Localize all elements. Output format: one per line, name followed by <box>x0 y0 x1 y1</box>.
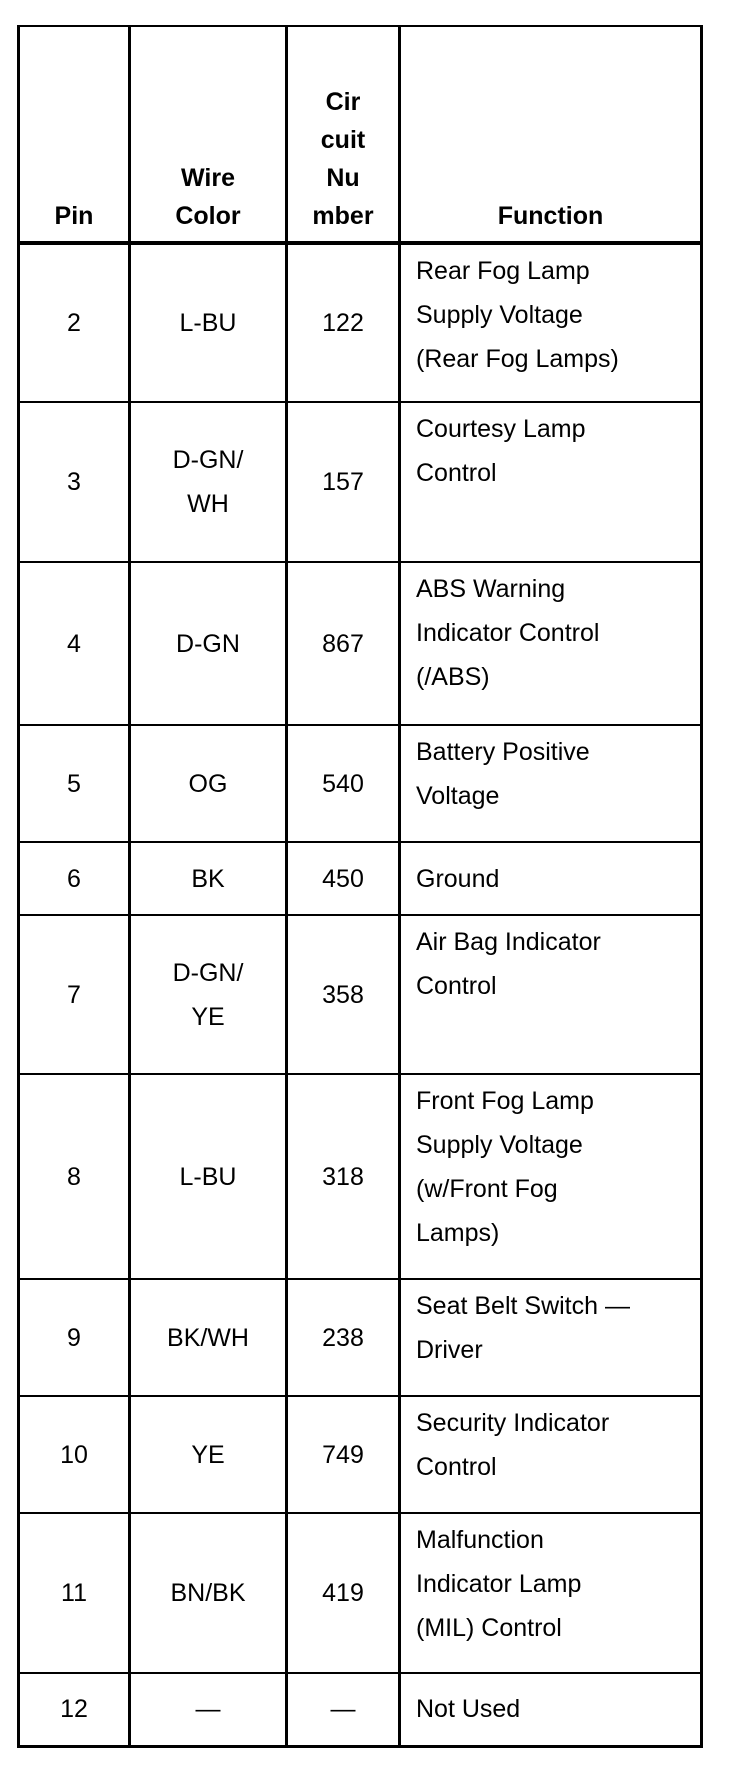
pin-cell: 2 <box>19 243 130 402</box>
wire-color-cell: OG <box>130 725 287 842</box>
function-cell: Security Indicator Control <box>400 1396 702 1513</box>
pin-cell: 3 <box>19 402 130 562</box>
wire-color-cell: BK <box>130 842 287 915</box>
pin-cell: 6 <box>19 842 130 915</box>
table-row <box>19 243 702 402</box>
circuit-number-cell: 749 <box>287 1396 400 1513</box>
table-header-row <box>19 26 702 243</box>
wire-color-cell: BN/BK <box>130 1513 287 1673</box>
wire-color-cell: D-GN/ WH <box>130 402 287 562</box>
pin-cell: 5 <box>19 725 130 842</box>
table-row <box>19 842 702 915</box>
circuit-number-cell: 157 <box>287 402 400 562</box>
circuit-number-cell: — <box>287 1673 400 1746</box>
wire-color-cell: D-GN/ YE <box>130 915 287 1074</box>
pin-cell: 9 <box>19 1279 130 1396</box>
wire-color-cell: D-GN <box>130 562 287 725</box>
header-pin: Pin <box>19 26 130 243</box>
circuit-number-cell: 238 <box>287 1279 400 1396</box>
function-cell: Not Used <box>400 1673 702 1746</box>
circuit-number-cell: 867 <box>287 562 400 725</box>
function-cell: Malfunction Indicator Lamp (MIL) Control <box>400 1513 702 1673</box>
wire-color-cell: L-BU <box>130 1074 287 1279</box>
circuit-number-cell: 419 <box>287 1513 400 1673</box>
table-row <box>19 915 702 1074</box>
table-row <box>19 1279 702 1396</box>
header-wire-color: Wire Color <box>130 26 287 243</box>
header-function: Function <box>400 26 702 243</box>
header-circuit-number: Cir cuit Nu mber <box>287 26 400 243</box>
circuit-number-cell: 318 <box>287 1074 400 1279</box>
table-row <box>19 725 702 842</box>
circuit-number-cell: 122 <box>287 243 400 402</box>
wire-color-cell: — <box>130 1673 287 1746</box>
function-cell: ABS Warning Indicator Control (/ABS) <box>400 562 702 725</box>
table-row <box>19 562 702 725</box>
pin-cell: 7 <box>19 915 130 1074</box>
function-cell: Ground <box>400 842 702 915</box>
table-row <box>19 1074 702 1279</box>
table-row <box>19 1673 702 1746</box>
wire-color-cell: YE <box>130 1396 287 1513</box>
function-cell: Air Bag Indicator Control <box>400 915 702 1074</box>
function-cell: Rear Fog Lamp Supply Voltage (Rear Fog Lamps) <box>400 243 702 402</box>
function-cell: Seat Belt Switch — Driver <box>400 1279 702 1396</box>
function-cell: Front Fog Lamp Supply Voltage (w/Front Fog Lamps) <box>400 1074 702 1279</box>
table-row <box>19 1396 702 1513</box>
connector-pinout-table <box>17 25 703 1748</box>
circuit-number-cell: 540 <box>287 725 400 842</box>
circuit-number-cell: 358 <box>287 915 400 1074</box>
table-row <box>19 402 702 562</box>
circuit-number-cell: 450 <box>287 842 400 915</box>
connector-pinout-table-container <box>17 25 700 1748</box>
wire-color-cell: BK/WH <box>130 1279 287 1396</box>
wire-color-cell: L-BU <box>130 243 287 402</box>
pin-cell: 11 <box>19 1513 130 1673</box>
function-cell: Courtesy Lamp Control <box>400 402 702 562</box>
function-cell: Battery Positive Voltage <box>400 725 702 842</box>
pin-cell: 10 <box>19 1396 130 1513</box>
table-row <box>19 1513 702 1673</box>
pin-cell: 8 <box>19 1074 130 1279</box>
pin-cell: 12 <box>19 1673 130 1746</box>
pin-cell: 4 <box>19 562 130 725</box>
